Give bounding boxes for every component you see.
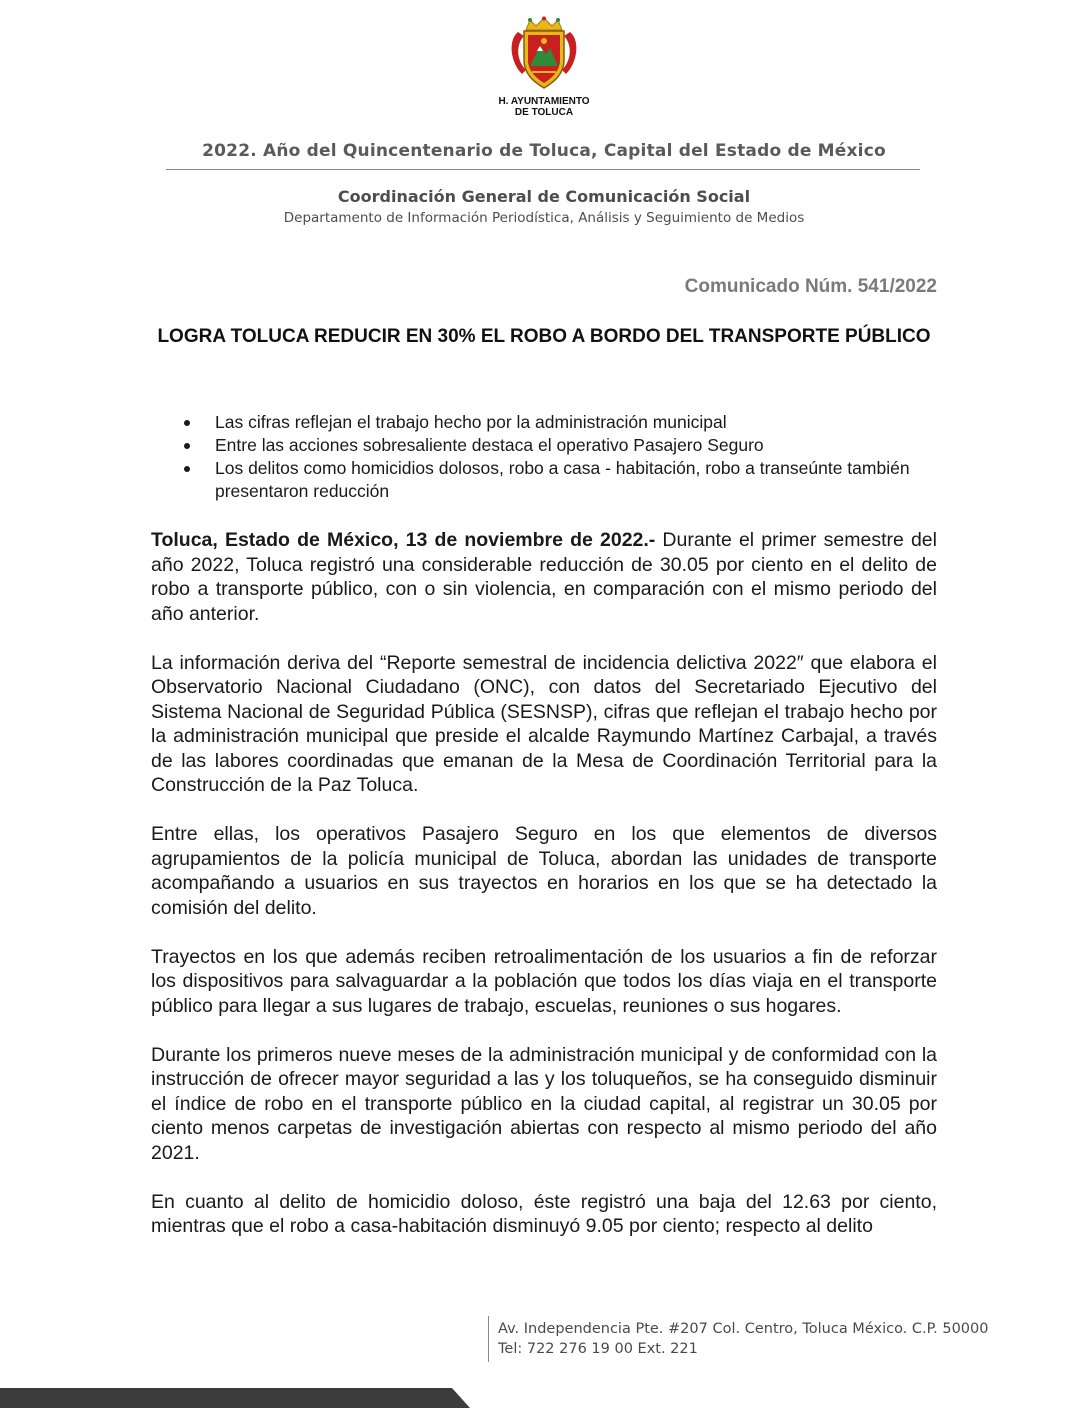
bullet-item — [150, 411, 940, 434]
motto-divider — [166, 169, 920, 170]
dateline: Toluca, Estado de México, 13 de noviembre de 2022.- — [151, 529, 656, 551]
toluca-coat-of-arms-icon — [500, 16, 588, 90]
bullet-text: Los delitos como homicidios dolosos, robo a casa - habitación, robo a transeúnte también presentaron reducción — [215, 458, 910, 501]
paragraph-2: La información deriva del “Reporte semestral de incidencia delictiva 2022″ que elabora el Observatorio Nacional Ciudadano (ONC), con datos del Secretariado Ejecutivo del Sistema Nacional de Seguridad Pública (SESNSP), cifras que reflejan el trabajo hecho por la administración municipal que preside el alcalde Raymundo Martínez Carbajal, a través de las labores coordinadas que emanan de la Mesa de Coordinación Territorial para la Construcción de la Paz Toluca. — [151, 651, 937, 796]
footer-address: Av. Independencia Pte. #207 Col. Centro, Toluca México. C.P. 50000 — [498, 1321, 989, 1337]
paragraph-6: En cuanto al delito de homicidio doloso, éste registró una baja del 12.63 por ciento, mientras que el robo a casa-habitación disminuyó 9.05 por ciento; respecto al delito — [151, 1190, 937, 1237]
bullet-dot-icon — [184, 466, 190, 472]
department-title: Coordinación General de Comunicación Social — [337, 187, 751, 206]
headline: LOGRA TOLUCA REDUCIR EN 30% EL ROBO A BORDO DEL TRANSPORTE PÚBLICO — [157, 326, 931, 347]
bullet-text: Las cifras reflejan el trabajo hecho por la administración municipal — [215, 412, 727, 432]
subdepartment-title: Departamento de Información Periodística, Análisis y Seguimiento de Medios — [283, 210, 805, 226]
bullet-dot-icon — [184, 443, 190, 449]
footer-bar — [0, 1388, 470, 1408]
paragraph-4: Trayectos en los que además reciben retroalimentación de los usuarios a fin de reforzar los dispositivos para salvaguardar a la población que todos los días viaja en el transporte público para llegar a sus lugares de trabajo, escuelas, reuniones o sus hogares. — [151, 945, 937, 1017]
bullet-dot-icon — [184, 420, 190, 426]
paragraph-1 — [151, 528, 937, 626]
summary-bullets — [150, 411, 940, 503]
communique-number: Comunicado Núm. 541/2022 — [684, 276, 937, 297]
footer-phone: Tel: 722 276 19 00 Ext. 221 — [498, 1341, 698, 1357]
paragraph-1-text: Durante el primer semestre del año 2022, Toluca registró una considerable reducción de 30.05 por ciento en el delito de robo a transporte público, con o sin violencia, en comparación con el mismo periodo del año anterior. — [151, 529, 937, 625]
logo-caption-line1: H. AYUNTAMIENTO — [498, 96, 590, 107]
bullet-item — [150, 434, 940, 457]
article-body — [151, 528, 937, 1263]
year-motto: 2022. Año del Quincentenario de Toluca, Capital del Estado de México — [202, 141, 886, 161]
footer-divider — [488, 1316, 489, 1362]
bullet-text: Entre las acciones sobresaliente destaca el operativo Pasajero Seguro — [215, 435, 764, 455]
logo-caption — [468, 96, 620, 118]
paragraph-5: Durante los primeros nueve meses de la administración municipal y de conformidad con la instrucción de ofrecer mayor seguridad a las y los toluqueños, se ha conseguido disminuir el índice de robo en el transporte público en la ciudad capital, al registrar un 30.05 por ciento menos carpetas de investigación abiertas con respecto al mismo periodo del año 2021. — [151, 1043, 937, 1164]
paragraph-3: Entre ellas, los operativos Pasajero Seguro en los que elementos de diversos agrupamientos de la policía municipal de Toluca, abordan las unidades de transporte acompañando a usuarios en sus trayectos en horarios en los que se ha detectado la comisión del delito. — [151, 823, 937, 919]
logo-caption-line2: DE TOLUCA — [514, 107, 574, 118]
bullet-item — [150, 457, 940, 503]
